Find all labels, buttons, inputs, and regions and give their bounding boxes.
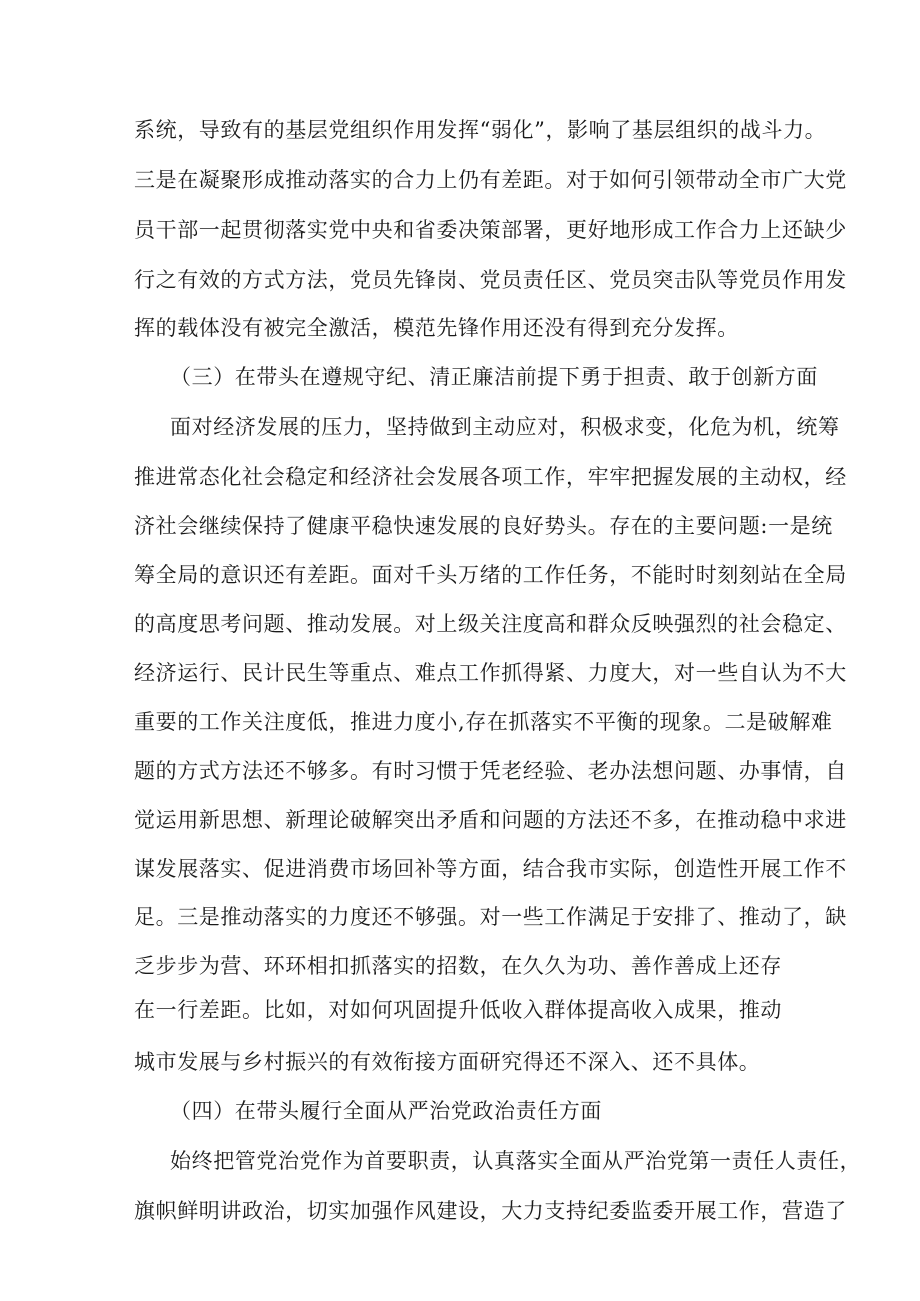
paragraph-line: 城市发展与乡村振兴的有效衔接方面研究得还不深入、还不具体。 (134, 1050, 761, 1074)
paragraph-line: 面对经济发展的压力，坚持做到主动应对，积极求变，化危为机，统筹 (170, 415, 840, 439)
paragraph-line: 行之有效的方式方法，党员先锋岗、党员责任区、党员突击队等党员作用发 (134, 268, 847, 292)
paragraph-line: 始终把管党治党作为首要职责，认真落实全面从严治党第一责任人责任， (170, 1149, 862, 1173)
paragraph-line: 经济运行、民计民生等重点、难点工作抓得紧、力度大，对一些自认为不大 (134, 661, 847, 685)
paragraph-line: 觉运用新思想、新理论破解突出矛盾和问题的方法还不多，在推动稳中求进 (134, 808, 847, 832)
paragraph-line: 的高度思考问题、推动发展。对上级关注度高和群众反映强烈的社会稳定、 (134, 612, 847, 636)
section-heading-4: （四）在带头履行全面从严治党政治责任方面 (170, 1099, 602, 1123)
paragraph-line: 系统，导致有的基层党组织作用发挥“弱化”，影响了基层组织的战斗力。 (134, 118, 827, 142)
paragraph-line: 员干部一起贯彻落实党中央和省委决策部署，更好地形成工作合力上还缺少 (134, 218, 847, 242)
paragraph-line: 济社会继续保持了健康平稳快速发展的良好势头。存在的主要问题:一是统 (134, 514, 833, 538)
paragraph-line: 筹全局的意识还有差距。面对千头万绪的工作任务，不能时时刻刻站在全局 (134, 563, 847, 587)
paragraph-line: 足。三是推动落实的力度还不够强。对一些工作满足于安排了、推动了，缺 (134, 905, 847, 929)
paragraph-line: 题的方式方法还不够多。有时习惯于凭老经验、老办法想问题、办事情，自 (134, 759, 847, 783)
paragraph-line: 谋发展落实、促进消费市场回补等方面，结合我市实际，创造性开展工作不 (134, 857, 847, 881)
paragraph-line: 三是在凝聚形成推动落实的合力上仍有差距。对于如何引领带动全市广大党 (134, 168, 847, 192)
paragraph-line: 乏步步为营、环环相扣抓落实的招数，在久久为功、善作善成上还存 (134, 954, 782, 978)
section-heading-3: （三）在带头在遵规守纪、清正廉洁前提下勇于担责、敢于创新方面 (170, 365, 818, 389)
paragraph-line: 在一行差距。比如，对如何巩固提升低收入群体提高收入成果，推动 (134, 998, 782, 1022)
paragraph-line: 旗帜鲜明讲政治，切实加强作风建设，大力支持纪委监委开展工作，营造了 (134, 1199, 847, 1223)
paragraph-line: 推进常态化社会稳定和经济社会发展各项工作，牢牢把握发展的主动权，经 (134, 465, 847, 489)
paragraph-line: 重要的工作关注度低，推进力度小,存在抓落实不平衡的现象。二是破解难 (134, 710, 833, 734)
paragraph-line: 挥的载体没有被完全激活，模范先锋作用还没有得到充分发挥。 (134, 316, 739, 340)
